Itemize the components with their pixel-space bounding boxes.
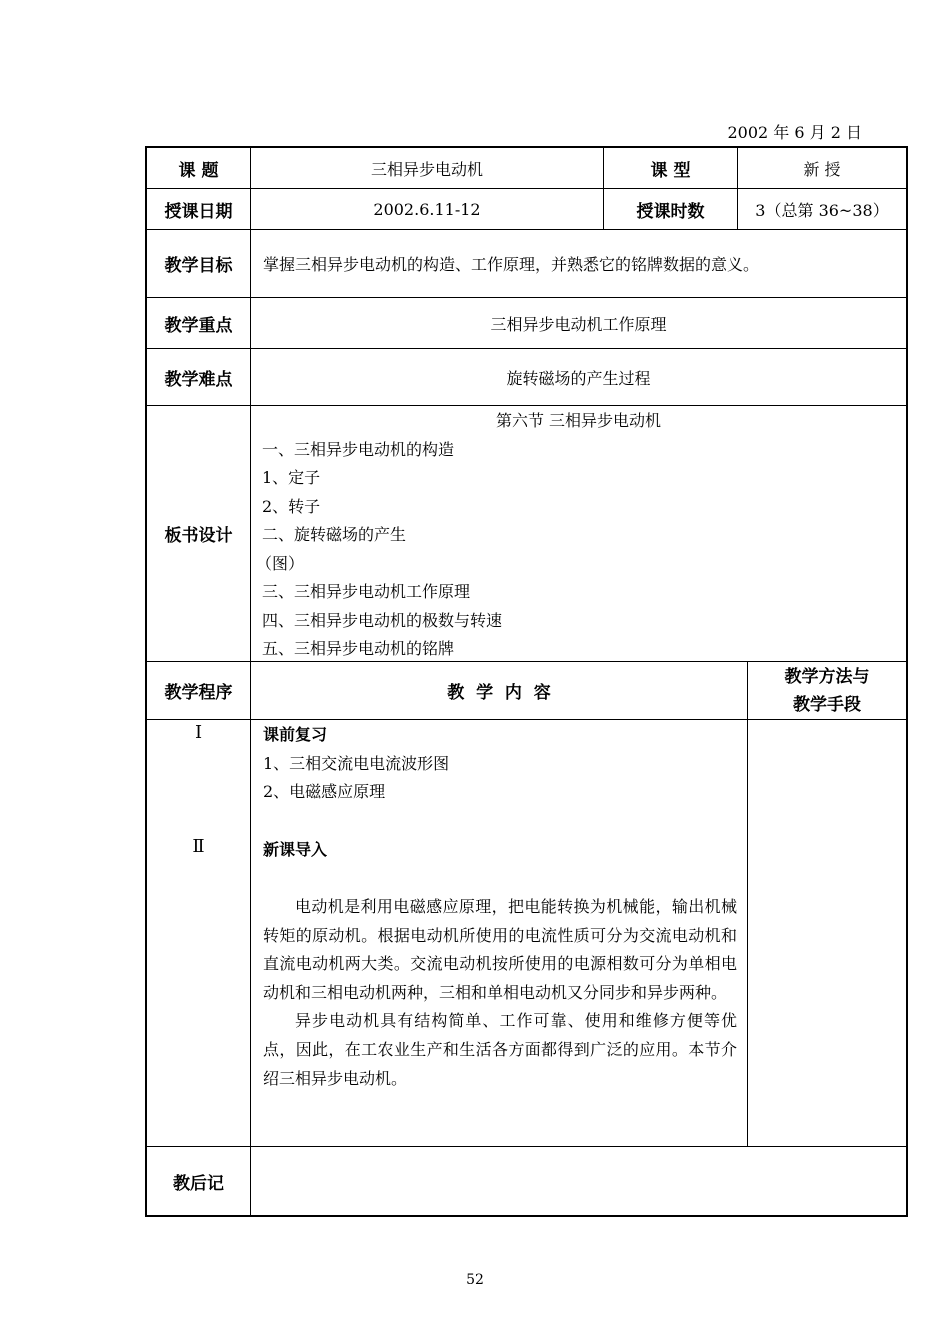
board-line: 二、旋转磁场的产生 (262, 525, 407, 544)
board-content (251, 406, 906, 661)
review-item: 2、电磁感应原理 (263, 782, 386, 801)
date-label: 授课日期 (164, 201, 233, 222)
board-line: 1、定子 (262, 468, 321, 487)
key-value: 三相异步电动机工作原理 (490, 314, 667, 334)
lesson-plan-table (145, 146, 908, 1217)
after-notes[interactable] (251, 1147, 906, 1215)
intro-paragraph: 电动机是利用电磁感应原理，把电能转换为机械能，输出机械转矩的原动机。根据电动机所使用的电流性质可分为交流电动机和直流电动机两大类。交流电动机按所使用的电源相数可分为单相电动机和三相电动机两种，三相和单相电动机又分同步和异步两种。 (263, 897, 737, 1002)
date-value: 2002.6.11-12 (373, 199, 481, 219)
type-value: 新 授 (803, 159, 841, 179)
step-one: Ⅰ (194, 722, 203, 743)
board-label: 板书设计 (164, 526, 233, 546)
topic-value: 三相异步电动机 (370, 159, 483, 179)
method-label (748, 662, 906, 719)
board-line: 四、三相异步电动机的极数与转速 (262, 610, 503, 630)
board-line: （图） (256, 553, 305, 573)
step-two: Ⅱ (192, 836, 205, 857)
board-line: 一、三相异步电动机的构造 (262, 439, 455, 459)
lesson-content (251, 720, 747, 1093)
method-label-line2: 教学手段 (793, 694, 861, 715)
topic-label: 课 题 (178, 160, 219, 181)
difficulty-label: 教学难点 (164, 369, 233, 390)
goal-value: 掌握三相异步电动机的构造、工作原理，并熟悉它的铭牌数据的意义。 (263, 255, 760, 274)
key-label: 教学重点 (164, 315, 233, 336)
board-line: 2、转子 (262, 496, 321, 516)
type-label: 课 型 (650, 160, 691, 181)
difficulty-value: 旋转磁场的产生过程 (506, 368, 651, 388)
procedure-label: 教学程序 (164, 683, 233, 703)
content-label: 教 学 内 容 (447, 683, 551, 703)
after-label: 教后记 (173, 1173, 224, 1194)
document-date: 2002 年 6 月 2 日 (727, 123, 862, 142)
board-line: 五、三相异步电动机的铭牌 (262, 639, 455, 658)
hours-value: 3（总第 36~38） (755, 200, 889, 220)
method-label-line1: 教学方法与 (784, 666, 870, 687)
review-item: 1、三相交流电电流波形图 (263, 753, 450, 773)
intro-paragraph: 异步电动机具有结构简单、工作可靠、使用和维修方便等优点，因此，在工农业生产和生活各方面都得到广泛的应用。本节介绍三相异步电动机。 (263, 1011, 737, 1088)
board-title: 第六节 三相异步电动机 (495, 411, 662, 430)
review-title: 课前复习 (263, 725, 328, 744)
hours-label: 授课时数 (636, 201, 705, 222)
page-number: 52 (466, 1272, 484, 1288)
goal-label: 教学目标 (164, 256, 233, 276)
intro-title: 新课导入 (263, 839, 328, 859)
board-line: 三、三相异步电动机工作原理 (262, 582, 471, 601)
